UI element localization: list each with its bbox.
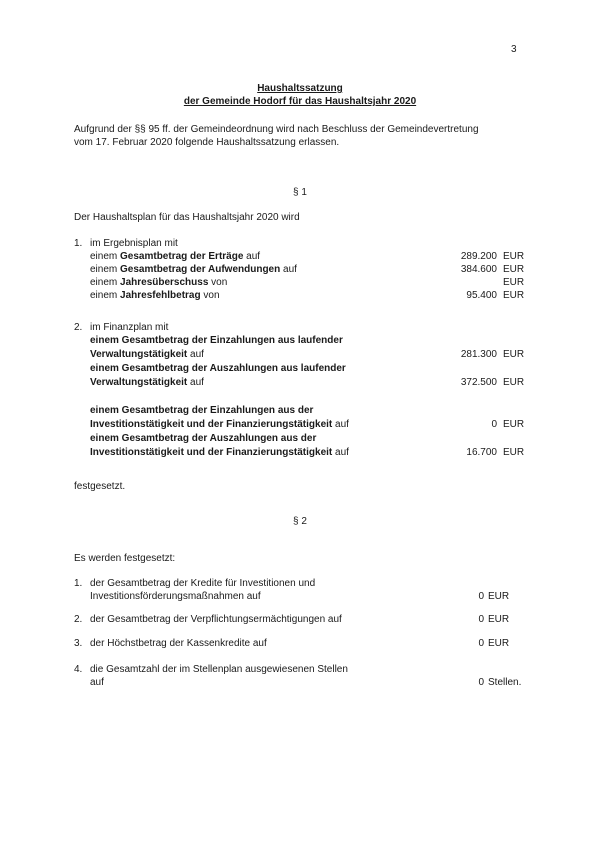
document-subtitle: der Gemeinde Hodorf für das Haushaltsjahr 2020 [183,96,417,107]
row-amount: 16.700 [466,447,497,458]
row-amount: 95.400 [466,290,497,301]
festsetzung-item-kassenkredite [0,638,600,651]
finanzplan-b-line-1 [0,363,600,376]
row-unit: EUR [503,277,525,288]
row-label: Verwaltungstätigkeit auf [90,349,204,360]
row-unit: EUR [488,591,510,602]
row-amount: 384.600 [460,264,497,275]
row-amount: 372.500 [460,377,497,388]
section-1-heading: § 1 [293,187,307,198]
item-text: auf [90,677,104,688]
item-text: die Gesamtzahl der im Stellenplan ausgewiesenen Stellen [90,664,348,675]
section-1-closing: festgesetzt. [74,481,126,492]
row-label: einem Jahresfehlbetrag von [90,290,220,301]
item-number: 2. [74,614,83,625]
item-number: 1. [74,578,83,589]
row-amount: 289.200 [460,251,497,262]
row-label: einem Gesamtbetrag der Aufwendungen auf [90,264,297,275]
row-label: Verwaltungstätigkeit auf [90,377,204,388]
page-number: 3 [511,44,517,55]
row-label: einem Jahresüberschuss von [90,277,228,288]
ergebnisplan-heading [0,238,600,251]
item-text: der Gesamtbetrag der Verpflichtungsermächtigungen auf [90,614,342,625]
row-unit: EUR [503,419,525,430]
row-amount: 0 [478,591,484,602]
ergebnisplan-row-jahresueberschuss [0,277,600,290]
finanzplan-d-line-1 [0,433,600,446]
festsetzung-item-stellen [0,664,600,677]
row-amount: 0 [478,638,484,649]
row-unit: EUR [503,290,525,301]
row-label: einem Gesamtbetrag der Auszahlungen aus der [90,433,317,444]
row-unit: EUR [488,638,510,649]
row-amount: 0 [478,614,484,625]
finanzplan-row-einzahlungen-investition [0,419,600,432]
ergebnisplan-row-jahresfehlbetrag [0,290,600,303]
finanzplan-row-auszahlungen-investition [0,447,600,460]
row-amount: 0 [478,677,484,688]
section-2-lead: Es werden festgesetzt: [74,553,176,564]
row-label: Investitionstätigkeit und der Finanzierungstätigkeit auf [90,419,349,430]
festsetzung-item-kredite [0,578,600,591]
ergebnisplan-row-aufwendungen [0,264,600,277]
row-label: einem Gesamtbetrag der Auszahlungen aus laufender [90,363,346,374]
item-number: 3. [74,638,83,649]
row-amount: 281.300 [460,349,497,360]
intro-line-1: Aufgrund der §§ 95 ff. der Gemeindeordnung wird nach Beschluss der Gemeindevertretung [74,124,479,135]
festsetzung-item-verpflichtungen [0,614,600,627]
row-unit: EUR [503,349,525,360]
finanzplan-a-line-1 [0,335,600,348]
festsetzung-item-stellen-line-2 [0,677,600,690]
row-label: einem Gesamtbetrag der Erträge auf [90,251,261,262]
item-text: der Gesamtbetrag der Kredite für Investitionen und [90,578,316,589]
festsetzung-item-kredite-line-2 [0,591,600,604]
row-unit: EUR [503,447,525,458]
document-title: Haushaltssatzung [257,83,343,94]
row-label: einem Gesamtbetrag der Einzahlungen aus laufender [90,335,343,346]
finanzplan-c-line-1 [0,405,600,418]
intro-line-2: vom 17. Februar 2020 folgende Haushaltssatzung erlassen. [74,137,340,148]
row-unit: Stellen. [488,677,522,688]
item-number: 2. [74,322,83,333]
item-text: Investitionsförderungsmaßnahmen auf [90,591,261,602]
item-text: der Höchstbetrag der Kassenkredite auf [90,638,267,649]
ergebnisplan-row-ertraege [0,251,600,264]
row-unit: EUR [503,264,525,275]
row-unit: EUR [503,251,525,262]
finanzplan-row-einzahlungen-laufend [0,349,600,362]
row-label: einem Gesamtbetrag der Einzahlungen aus der [90,405,314,416]
section-1-lead: Der Haushaltsplan für das Haushaltsjahr 2020 wird [74,212,300,223]
item-heading: im Ergebnisplan mit [90,238,178,249]
finanzplan-heading [0,322,600,335]
section-2-heading: § 2 [293,516,307,527]
row-amount: 0 [491,419,497,430]
finanzplan-row-auszahlungen-laufend [0,377,600,390]
item-heading: im Finanzplan mit [90,322,169,333]
row-unit: EUR [488,614,510,625]
item-number: 4. [74,664,83,675]
row-unit: EUR [503,377,525,388]
item-number: 1. [74,238,83,249]
row-label: Investitionstätigkeit und der Finanzierungstätigkeit auf [90,447,349,458]
